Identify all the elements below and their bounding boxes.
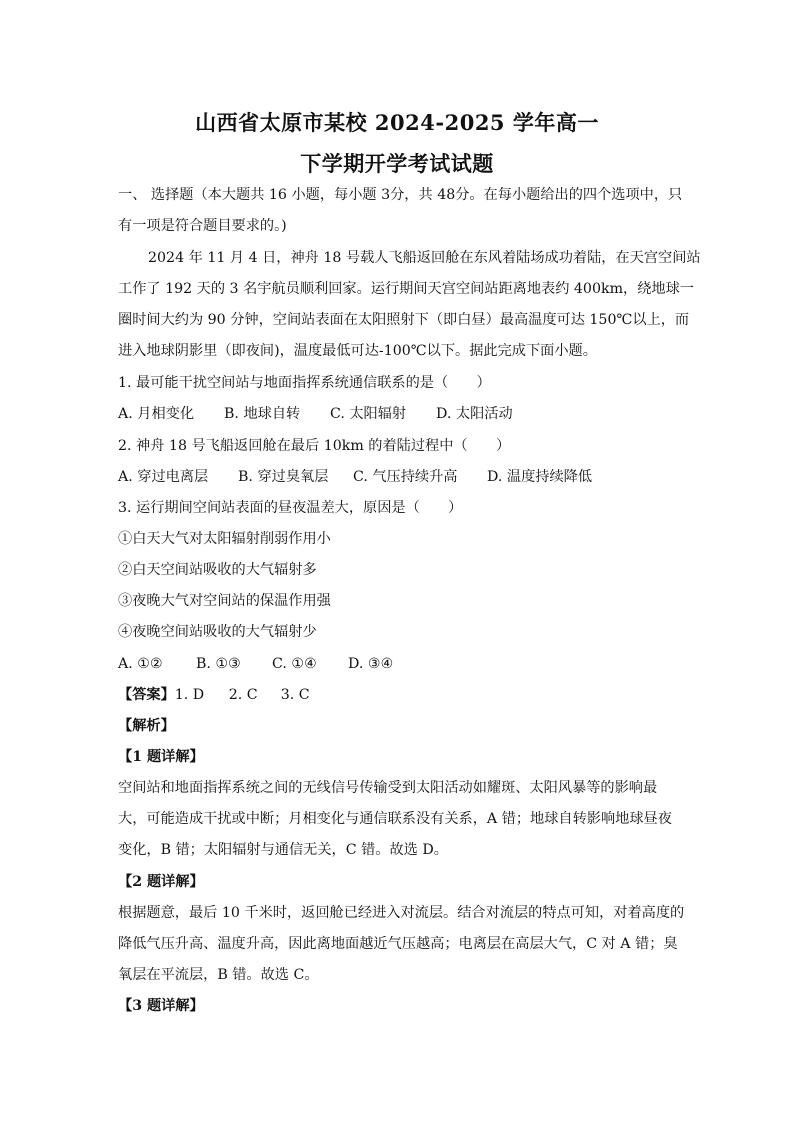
- question-2-stem: 2. 神舟 18 号飞船返回舱在最后 10km 的着陆过程中（ ）: [118, 438, 511, 454]
- detail-1-heading: 【1 题详解】: [118, 749, 204, 765]
- q2-option-c: C. 气压持续升高: [353, 469, 458, 485]
- question-2-options: [118, 467, 678, 487]
- question-3-stem: 3. 运行期间空间站表面的昼夜温差大，原因是（ ）: [118, 500, 463, 516]
- question-3-item-4: ④夜晚空间站吸收的大气辐射少: [118, 624, 317, 640]
- answer-1: 1. D: [174, 687, 205, 703]
- question-3-item-1: ①白天大气对太阳辐射削弱作用小: [118, 531, 331, 547]
- q3-option-d: D. ③④: [348, 656, 394, 672]
- detail-1-line2: 大，可能造成干扰或中断；月相变化与通信联系没有关系，A 错；地球自转影响地球昼夜: [118, 811, 672, 827]
- q1-option-c: C. 太阳辐射: [330, 406, 407, 422]
- q1-option-b: B. 地球自转: [224, 406, 301, 422]
- q1-option-d: D. 太阳活动: [436, 406, 513, 422]
- answer-3: 3. C: [280, 687, 310, 703]
- question-1-options: [118, 404, 678, 424]
- q2-option-a: A. 穿过电离层: [118, 469, 209, 485]
- passage-line4: 进入地球阴影里（即夜间)，温度最低可达-100℃以下。据此完成下面小题。: [118, 343, 597, 359]
- answer-2: 2. C: [228, 687, 258, 703]
- detail-2-line2: 降低气压升高、温度升高，因此离地面越近气压越高；电离层在高层大气，C 对 A 错；臭: [118, 936, 678, 952]
- q3-option-a: A. ①②: [118, 656, 163, 672]
- passage-line2: 工作了 192 天的 3 名宇航员顺利回家。运行期间天宫空间站距离地表约 400km，绕地球一: [118, 281, 694, 297]
- question-1-stem: 1. 最可能干扰空间站与地面指挥系统通信联系的是（ ）: [118, 375, 491, 391]
- answer-label: 【答案】: [118, 687, 175, 703]
- q3-option-c: C. ①④: [272, 656, 317, 672]
- section-heading-line2: 有一项是符合题目要求的。): [118, 218, 287, 234]
- passage-line3: 圈时间大约为 90 分钟，空间站表面在太阳照射下（即白昼）最高温度可达 150℃以上，而: [118, 312, 690, 328]
- question-3-item-2: ②白天空间站吸收的大气辐射多: [118, 562, 317, 578]
- detail-2-heading: 【2 题详解】: [118, 874, 204, 890]
- document-title-line2: 下学期开学考试试题: [300, 151, 494, 176]
- passage-line1: 2024 年 11 月 4 日，神舟 18 号载人飞船返回舱在东风着陆场成功着陆，在天宫空间站: [148, 250, 701, 266]
- section-heading-line1: 一、 选择题（本大题共 16 小题，每小题 3分，共 48分。在每小题给出的四个选项中，只: [118, 187, 683, 203]
- answer-line: [118, 685, 678, 705]
- detail-1-line3: 变化，B 错；太阳辐射与通信无关，C 错。故选 D。: [118, 842, 448, 858]
- detail-2-line3: 氧层在平流层，B 错。故选 C。: [118, 967, 319, 983]
- document-title-line1: 山西省太原市某校 2024-2025 学年高一: [195, 110, 599, 135]
- q1-option-a: A. 月相变化: [118, 406, 195, 422]
- question-3-item-3: ③夜晚大气对空间站的保温作用强: [118, 593, 331, 609]
- q2-option-b: B. 穿过臭氧层: [238, 469, 329, 485]
- analysis-heading: 【解析】: [118, 718, 175, 734]
- q3-option-b: B. ①③: [196, 656, 241, 672]
- question-3-options: [118, 654, 678, 674]
- detail-1-line1: 空间站和地面指挥系统之间的无线信号传输受到太阳活动如耀斑、太阳风暴等的影响最: [118, 780, 658, 796]
- detail-3-heading: 【3 题详解】: [118, 998, 204, 1014]
- q2-option-d: D. 温度持续降低: [487, 469, 593, 485]
- detail-2-line1: 根据题意，最后 10 千米时，返回舱已经进入对流层。结合对流层的特点可知，对着高度的: [118, 905, 685, 921]
